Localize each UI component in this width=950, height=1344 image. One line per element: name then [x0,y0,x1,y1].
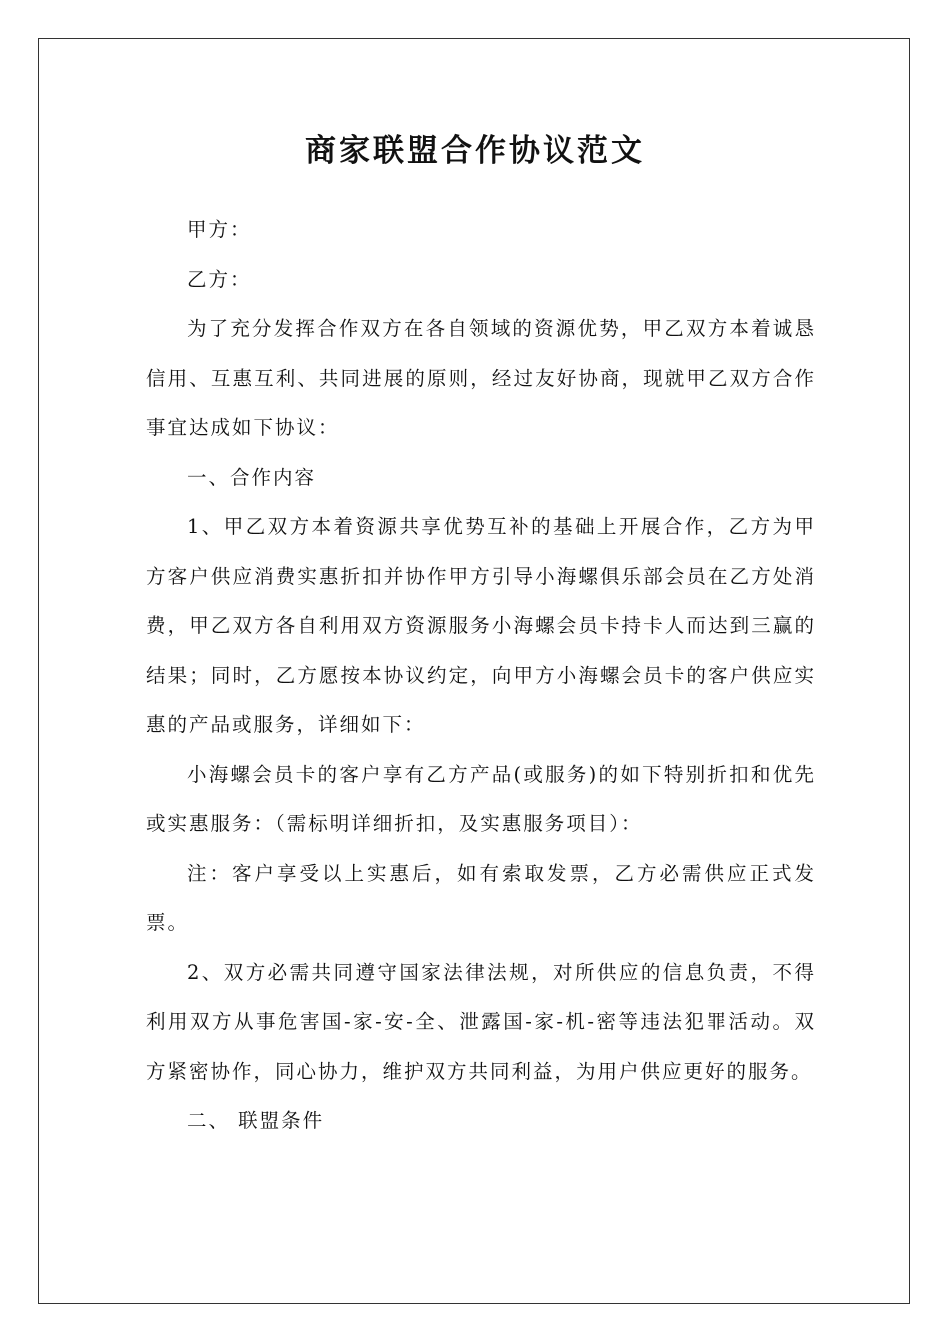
clause-1-paragraph: 1、甲乙双方本着资源共享优势互补的基础上开展合作，乙方为甲方客户供应消费实惠折扣并协作甲方引导小海螺俱乐部会员在乙方处消费，甲乙双方各自利用双方资源服务小海螺会员卡持卡人而达到三赢的结果；同时，乙方愿按本协议约定，向甲方小海螺会员卡的客户供应实惠的产品或服务，详细如下： [146,515,816,736]
party-a-line: 甲方： [186,218,252,241]
discount-paragraph: 小海螺会员卡的客户享有乙方产品(或服务)的如下特别折扣和优先或实惠服务：（需标明详细折扣，及实惠服务项目）： [146,762,816,835]
invoice-note-paragraph: 注：客户享受以上实惠后，如有索取发票，乙方必需供应正式发票。 [146,861,816,934]
clause-2-paragraph: 2、双方必需共同遵守国家法律法规，对所供应的信息负责，不得利用双方从事危害国-家-安-全、泄露国-家-机-密等违法犯罪活动。双方紧密协作，同心协力，维护双方共同利益，为用户供应更好的服务。 [146,960,816,1083]
section-heading-conditions: 二、 联盟条件 [186,1109,325,1132]
party-b-line: 乙方： [186,267,252,291]
document-body [146,205,816,1146]
document-title: 商家联盟合作协议范文 [305,133,645,169]
preamble-paragraph: 为了充分发挥合作双方在各自领域的资源优势，甲乙双方本着诚恳信用、互惠互利、共同进展的原则，经过友好协商，现就甲乙双方合作事宜达成如下协议： [146,317,816,439]
section-heading-cooperation: 一、合作内容 [186,465,316,489]
